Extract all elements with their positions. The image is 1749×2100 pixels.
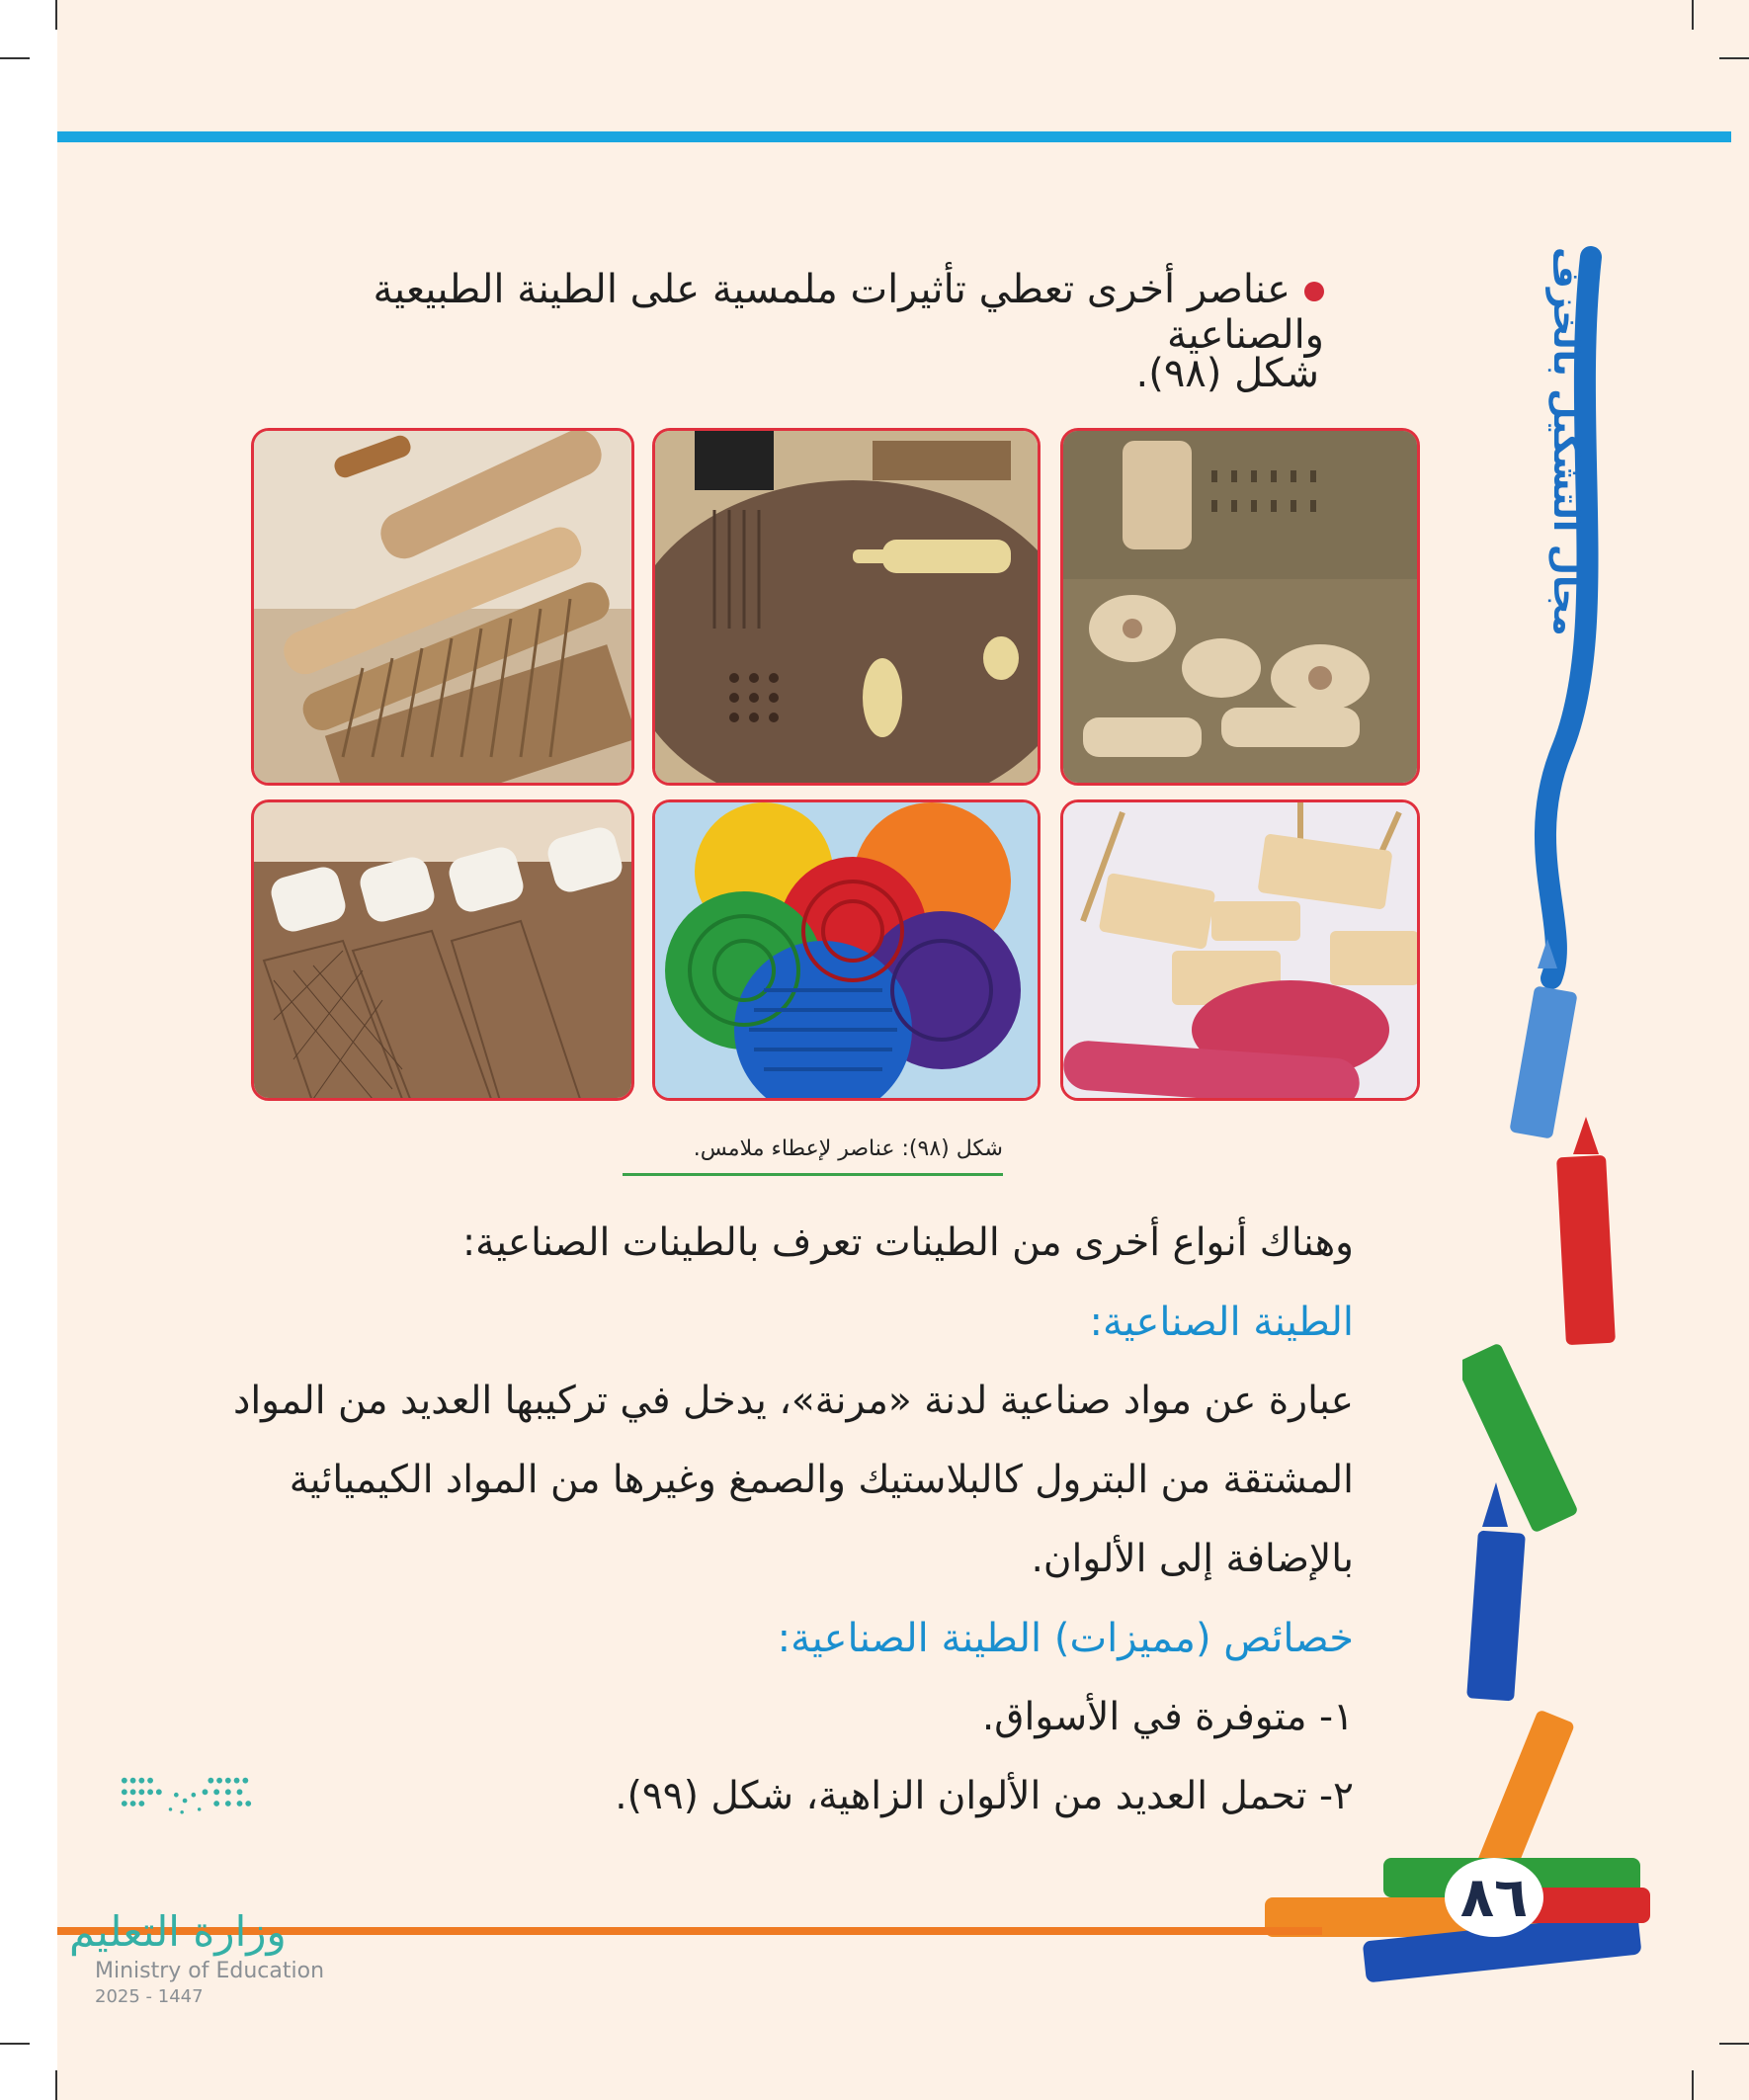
green-crayon-icon bbox=[1462, 1342, 1579, 1533]
crop-mark bbox=[55, 2070, 57, 2100]
photo-wooden-blocks bbox=[1060, 799, 1420, 1101]
edition-year: 2025 - 1447 bbox=[95, 1986, 204, 2007]
page-number: ٨٦ bbox=[1445, 1858, 1543, 1937]
photo-texture-rollers bbox=[251, 799, 634, 1101]
section-heading-synthetic-clay: الطينة الصناعية: bbox=[1089, 1300, 1354, 1345]
crop-mark bbox=[0, 2043, 30, 2045]
crop-mark bbox=[1692, 2070, 1694, 2100]
list-item: ٢- تحمل العديد من الألوان الزاهية، شكل (٩٩). bbox=[615, 1774, 1354, 1818]
list-item: ١- متوفرة في الأسواق. bbox=[981, 1695, 1354, 1739]
crop-mark bbox=[1692, 0, 1694, 30]
crop-mark bbox=[55, 0, 57, 30]
paragraph-line: عبارة عن مواد صناعية لدنة «مرنة»، يدخل في تركيبها العديد من المواد bbox=[232, 1379, 1354, 1423]
crop-mark bbox=[1719, 2043, 1749, 2045]
intro-paragraph: وهناك أنواع أخرى من الطينات تعرف بالطينات الصناعية: bbox=[462, 1220, 1354, 1265]
bullet-dot-icon bbox=[1304, 282, 1324, 301]
sidebar-title bbox=[1517, 247, 1588, 662]
section-heading-properties: خصائص (مميزات) الطينة الصناعية: bbox=[777, 1616, 1354, 1661]
ministry-name-english: Ministry of Education bbox=[95, 1959, 325, 1983]
paragraph-line: المشتقة من البترول كالبلاستيك والصمغ وغيرها من المواد الكيميائية bbox=[289, 1458, 1354, 1502]
ministry-logo-icon bbox=[69, 1769, 306, 1907]
bullet-text-continued: شكل (٩٨). bbox=[1135, 351, 1319, 396]
photo-plastic-stamps bbox=[652, 799, 1041, 1101]
crop-mark bbox=[1719, 57, 1749, 59]
bullet-text: عناصر أخرى تعطي تأثيرات ملمسية على الطينة الطبيعية والصناعية bbox=[373, 267, 1324, 358]
paragraph-line: بالإضافة إلى الألوان. bbox=[1031, 1537, 1354, 1581]
ministry-name-arabic: وزارة التعليم bbox=[69, 1907, 287, 1956]
bullet-line bbox=[237, 267, 1324, 358]
figure-caption: شكل (٩٨): عناصر لإعطاء ملامس. bbox=[693, 1136, 1003, 1161]
caption-underline bbox=[623, 1173, 1003, 1176]
crop-mark bbox=[0, 57, 30, 59]
navy-crayon-icon bbox=[1466, 1482, 1526, 1701]
top-accent-bar bbox=[57, 131, 1731, 142]
photo-wooden-stamps bbox=[1060, 428, 1420, 786]
photo-rolling-pins bbox=[251, 428, 634, 786]
red-crayon-icon bbox=[1556, 1117, 1616, 1345]
photo-clay-slab-tools bbox=[652, 428, 1041, 786]
sidebar-title-text: مجال التشكيل بالخزف bbox=[1545, 247, 1586, 636]
